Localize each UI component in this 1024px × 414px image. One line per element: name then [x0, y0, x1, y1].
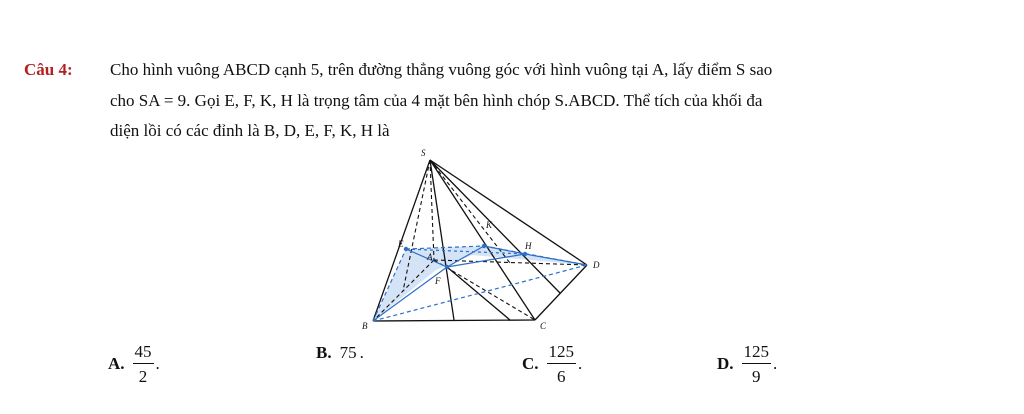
- point-E: [404, 247, 408, 251]
- line-F-C: [447, 267, 510, 320]
- label-H: H: [525, 241, 532, 251]
- label-E: E: [398, 239, 404, 249]
- label-B: B: [362, 321, 368, 331]
- label-K: K: [486, 220, 493, 230]
- answer-a-fraction: $\frac{45}{2}$: [134, 342, 152, 386]
- label-F: F: [435, 276, 441, 286]
- question-text-line-3: diện lồi có các đỉnh là B, D, E, F, K, H là: [110, 121, 390, 140]
- answer-b[interactable]: B. 75 .: [316, 343, 364, 362]
- question-label: Câu 4:: [24, 60, 73, 79]
- label-S: S: [421, 148, 426, 158]
- label-D: D: [593, 260, 600, 270]
- edge-SC: [430, 160, 535, 320]
- question-text-line-1: Cho hình vuông ABCD cạnh 5, trên đường thẳng vuông góc với hình vuông tại A, lấy điểm S sao: [110, 60, 773, 79]
- section-polygon: [373, 246, 587, 321]
- question-text-line-2: cho SA = 9. Gọi E, F, K, H là trọng tâm của 4 mặt bên hình chóp S.ABCD. Thể tích của khối đa: [110, 91, 763, 110]
- pyramid-figure: [350, 143, 610, 338]
- edge-CD: [535, 265, 587, 320]
- point-K: [482, 244, 486, 248]
- label-A: A: [427, 252, 433, 262]
- answer-a[interactable]: A. $\frac{45}{2}$ .: [108, 342, 160, 386]
- label-C: C: [540, 321, 547, 331]
- edge-BC: [373, 320, 535, 321]
- answer-b-value: 75: [339, 343, 357, 362]
- point-F: [445, 265, 449, 269]
- point-H: [523, 252, 527, 256]
- answer-c-fraction: $\frac{125}{6}$: [548, 342, 575, 386]
- answer-d[interactable]: D. $\frac{125}{9}$ .: [717, 342, 778, 386]
- median-S-CD: [430, 160, 560, 293]
- answer-d-fraction: $\frac{125}{9}$: [743, 342, 770, 386]
- answer-c[interactable]: C. $\frac{125}{6}$ .: [522, 342, 583, 386]
